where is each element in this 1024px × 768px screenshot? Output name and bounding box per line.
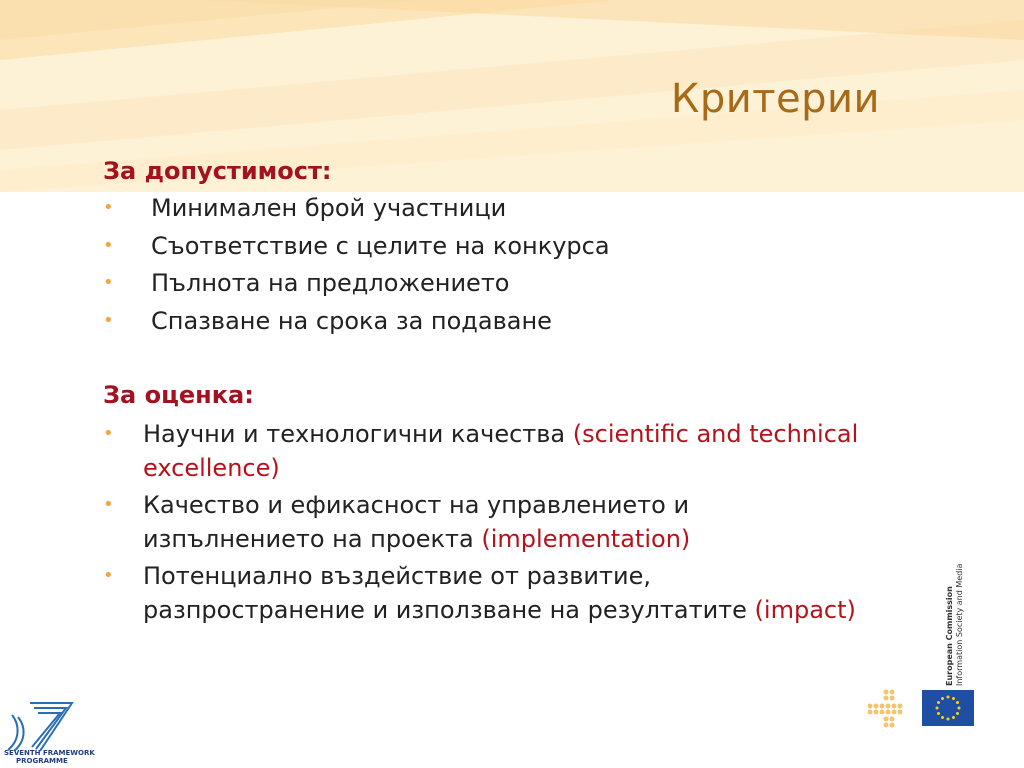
slide-title: Критерии xyxy=(670,76,880,122)
european-commission-logo xyxy=(938,540,974,688)
section-heading-eligibility: За допустимост: xyxy=(103,157,332,185)
list-item: • Минимален брой участници xyxy=(103,191,610,229)
eu-flag-icon xyxy=(922,690,974,726)
svg-text:Information Society and Media: Information Society and Media xyxy=(955,563,964,686)
bullet-icon: • xyxy=(103,234,114,256)
svg-text:SEVENTH FRAMEWORK: SEVENTH FRAMEWORK xyxy=(4,749,95,757)
list-item: • Потенциално въздействие от развитие, разпространение и използване на резултатите (impact) xyxy=(103,559,863,627)
bullet-icon: • xyxy=(103,494,114,515)
bullet-icon: • xyxy=(103,423,114,444)
fp7-logo xyxy=(0,695,100,768)
list-item: • Съответствие с целите на конкурса xyxy=(103,229,610,267)
list-item: • Пълнота на предложението xyxy=(103,266,610,304)
section-heading-evaluation: За оценка: xyxy=(103,381,254,409)
svg-text:PROGRAMME: PROGRAMME xyxy=(16,757,68,765)
list-item: • Спазване на срока за подаване xyxy=(103,304,610,342)
bullet-icon: • xyxy=(103,565,114,586)
bullet-icon: • xyxy=(103,309,114,331)
bullet-icon: • xyxy=(103,272,114,293)
dots-decoration-icon xyxy=(866,688,906,728)
list-item: • Научни и технологични качества (scientific and technical excellence) xyxy=(103,417,863,485)
bullet-icon: • xyxy=(103,197,114,218)
evaluation-list xyxy=(103,417,863,627)
list-item: • Качество и ефикасност на управлението и изпълнението на проекта (implementation) xyxy=(103,488,863,556)
eligibility-list xyxy=(103,191,610,341)
svg-text:European Commission: European Commission xyxy=(945,586,954,686)
